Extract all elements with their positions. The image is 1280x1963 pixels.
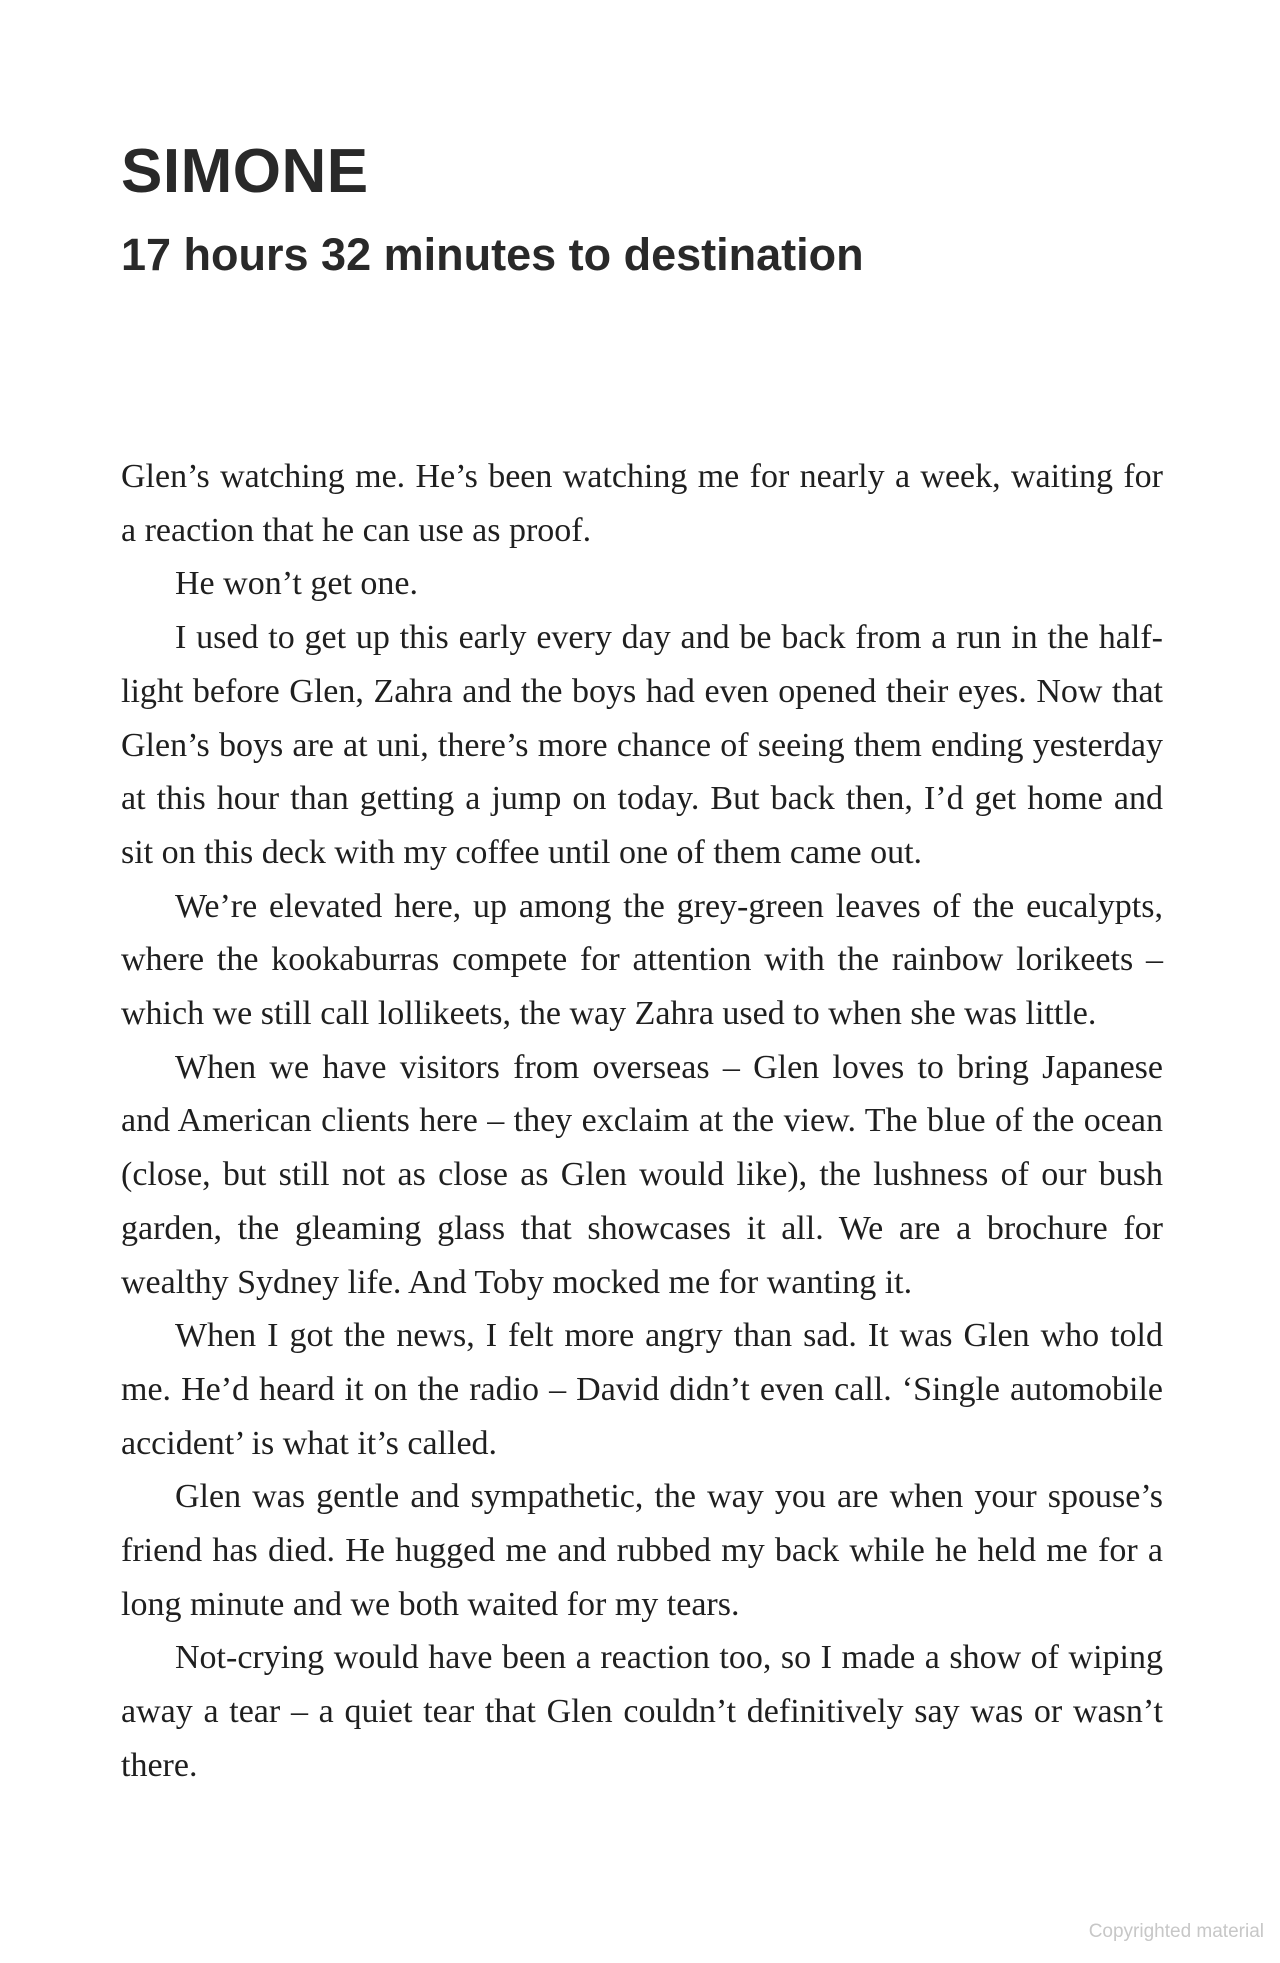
paragraph: Glen’s watching me. He’s been watching me for nearly a week, waiting for a reaction that he can use as proof. <box>121 458 1163 549</box>
paragraph: Not-crying would have been a reaction too, so I made a show of wiping away a tear – a quiet tear that Glen couldn’t definitively say was or wasn’t there. <box>121 1639 1163 1784</box>
copyright-notice: Copyrighted material <box>1088 1921 1264 1942</box>
paragraph: When we have visitors from overseas – Glen loves to bring Japanese and American clients here – they exclaim at the view. The blue of the ocean (close, but still not as close as Glen would like), the lushness of our bush garden, the gleaming glass that showcases it all. We are a brochure for wealthy Sydney life. And Toby mocked me for wanting it. <box>121 1048 1163 1301</box>
body-text <box>121 450 1163 1793</box>
paragraph: He won’t get one. <box>175 565 418 603</box>
paragraph: We’re elevated here, up among the grey-green leaves of the eucalypts, where the kookaburras compete for attention with the rainbow lorikeets – which we still call lollikeets, the way Zahra used to when she was little. <box>121 887 1163 1033</box>
paragraph: I used to get up this early every day and be back from a run in the half-light before Glen, Zahra and the boys had even opened their eyes. Now that Glen’s boys are at uni, there’s more chance of seeing them ending yesterday at this hour than getting a jump on today. But back then, I’d get home and sit on this deck with my coffee until one of them came out. <box>121 619 1163 871</box>
chapter-title: SIMONE <box>121 137 369 206</box>
chapter-subtitle: 17 hours 32 minutes to destination <box>121 229 864 280</box>
paragraph: When I got the news, I felt more angry than sad. It was Glen who told me. He’d heard it on the radio – David didn’t even call. ‘Single automobile accident’ is what it’s called. <box>121 1317 1163 1462</box>
paragraph: Glen was gentle and sympathetic, the way you are when your spouse’s friend has died. He hugged me and rubbed my back while he held me for a long minute and we both waited for my tears. <box>121 1478 1163 1623</box>
